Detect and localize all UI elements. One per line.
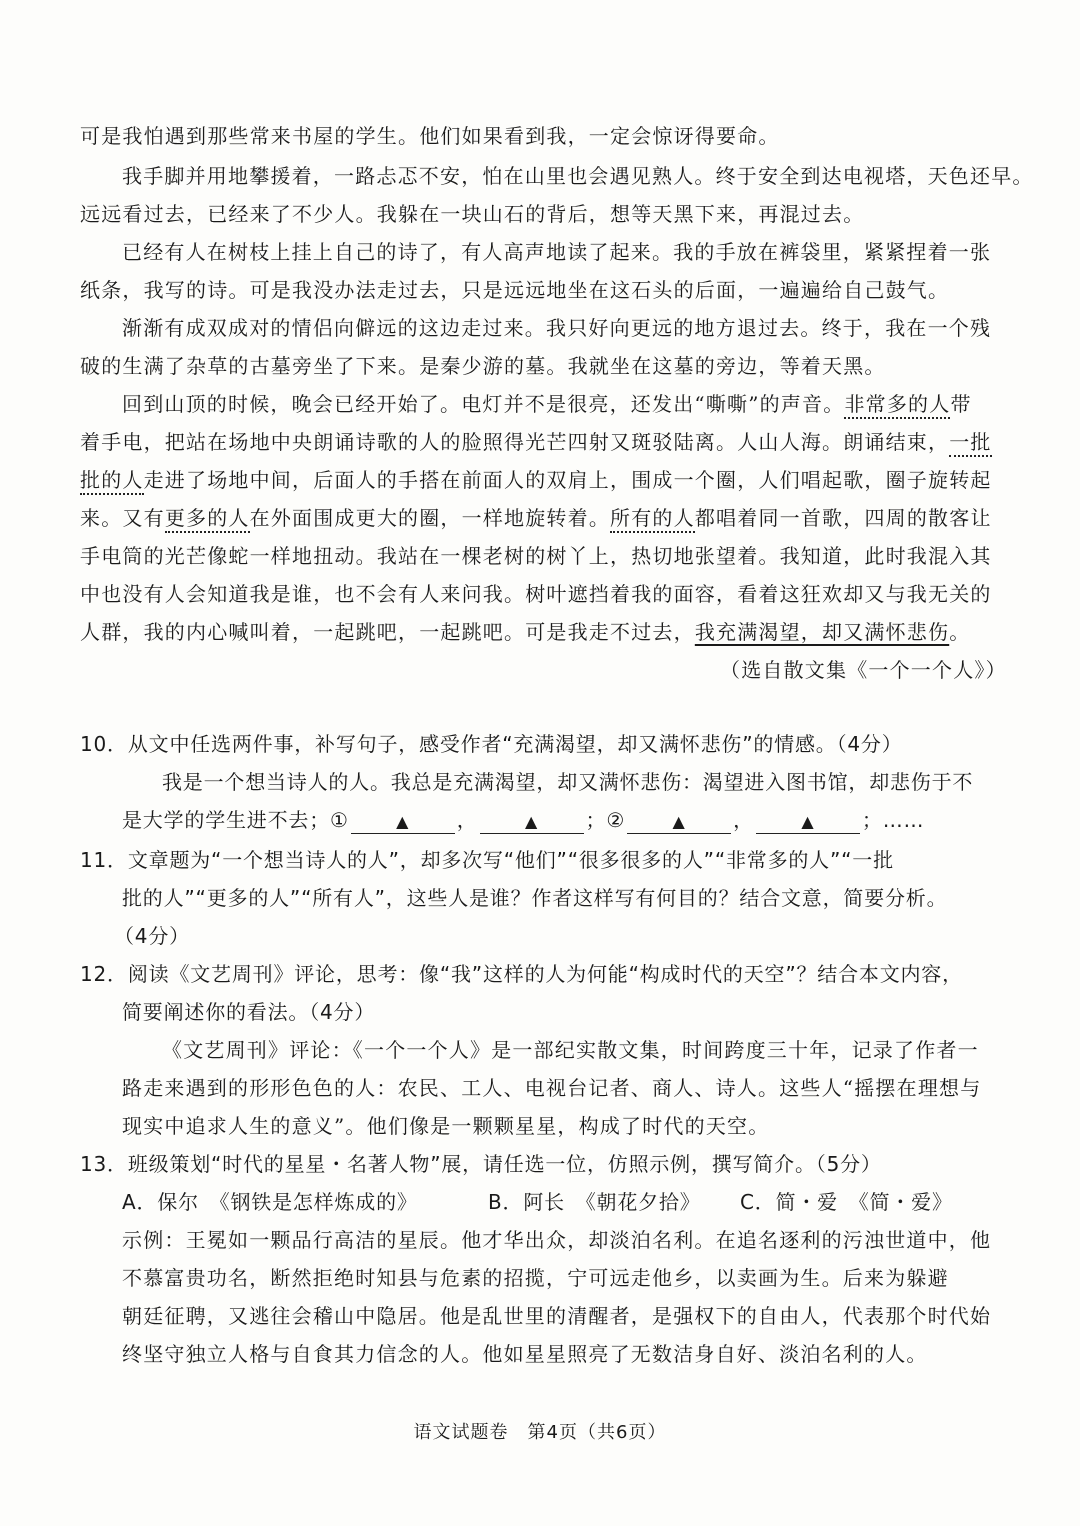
quote-text: 《文艺周刊》评论：《一个一个人》是一部纪实散文集，时间跨度三十年，记录了作者一 <box>162 1038 979 1062</box>
passage-line: 中也没有人会知道我是谁，也不会有人来问我。树叶遮挡着我的面容，看着这狂欢却又与我无关的 <box>80 582 992 606</box>
passage-source: （选自散文集《一个一个人》） <box>720 658 1007 682</box>
text-span: 来。又有 <box>80 506 165 530</box>
quote-text: 现实中追求人生的意义”。他们像是一颗颗星星，构成了时代的天空。 <box>122 1114 770 1138</box>
passage-line <box>122 390 972 418</box>
example-text: 朝廷征聘，又逃往会稽山中隐居。他是乱世里的清醒者，是强权下的自由人，代表那个时代始 <box>122 1304 992 1328</box>
text-span: ， <box>456 808 478 832</box>
passage-line <box>80 504 992 532</box>
emphasis-dots: 一批 <box>949 430 991 457</box>
passage-line: 已经有人在树枝上挂上自己的诗了，有人高声地读了起来。我的手放在裤袋里，紧紧捏着一张 <box>122 240 992 264</box>
answer-blank[interactable]: ▲ <box>627 811 731 834</box>
passage-line: 我手脚并用地攀援着，一路忐忑不安，怕在山里也会遇见熟人。终于安全到达电视塔，天色还早。 <box>122 164 1034 188</box>
example-text: 终坚守独立人格与自食其力信念的人。他如星星照亮了无数洁身自好、淡泊名利的人。 <box>122 1342 928 1366</box>
passage-line <box>80 428 992 456</box>
question-stem: 13．班级策划“时代的星星・名著人物”展，请任选一位，仿照示例，撰写简介。（5分） <box>80 1152 882 1176</box>
question-text: 简要阐述你的看法。（4分） <box>122 1000 376 1024</box>
example-text: 不慕富贵功名，断然拒绝时知县与危素的招揽，宁可远走他乡，以卖画为生。后来为躲避 <box>122 1266 949 1290</box>
example-text: 示例：王冕如一颗品行高洁的星辰。他才华出众，却淡泊名利。在追名逐利的污浊世道中，他 <box>122 1228 992 1252</box>
text-span: 人群，我的内心喊叫着，一起跳吧，一起跳吧。可是我走不过去， <box>80 620 695 644</box>
passage-line: 破的生满了杂草的古墓旁坐了下来。是秦少游的墓。我就坐在这墓的旁边，等着天黑。 <box>80 354 886 378</box>
emphasis-dots: 批的人 <box>80 468 144 495</box>
answer-line <box>122 806 924 834</box>
text-span: 带 <box>950 392 972 416</box>
underlined-sentence: 我充满渴望，却又满怀悲伤 <box>694 620 950 644</box>
page-footer: 语文试题卷 第4页（共6页） <box>413 1422 667 1443</box>
passage-line: 渐渐有成双成对的情侣向僻远的这边走过来。我只好向更远的地方退过去。终于，我在一个残 <box>122 316 992 340</box>
option-a: A．保尔 《钢铁是怎样炼成的》 <box>122 1190 418 1214</box>
question-stem: 11．文章题为“一个想当诗人的人”，却多次写“他们”“很多很多的人”“非常多的人”“一批 <box>80 848 894 872</box>
passage-line: 纸条，我写的诗。可是我没办法走过去，只是远远地坐在这石头的后面，一遍遍给自己鼓气。 <box>80 278 950 302</box>
question-stem: 12．阅读《文艺周刊》评论，思考：像“我”这样的人为何能“构成时代的天空”？结合本文内容， <box>80 962 963 986</box>
question-text: 我是一个想当诗人的人。我总是充满渴望，却又满怀悲伤：渴望进入图书馆，却悲伤于不 <box>162 770 974 794</box>
passage-line <box>80 618 970 646</box>
passage-line <box>80 466 992 494</box>
quote-text: 路走来遇到的形形色色的人：农民、工人、电视台记者、商人、诗人。这些人“摇摆在理想与 <box>122 1076 982 1100</box>
text-span: ；…… <box>861 808 925 832</box>
answer-blank[interactable]: ▲ <box>756 811 860 834</box>
text-span: ， <box>733 808 754 832</box>
text-span: 回到山顶的时候，晚会已经开始了。电灯并不是很亮，还发出“嘶嘶”的声音。 <box>122 392 845 416</box>
emphasis-dots: 所有的人 <box>610 506 695 533</box>
answer-blank[interactable]: ▲ <box>480 811 584 834</box>
text-span: 着手电，把站在场地中央朗诵诗歌的人的脸照得光芒四射又斑驳陆离。人山人海。朗诵结束， <box>80 430 950 454</box>
text-span: 在外面围成更大的圈，一样地旋转着。 <box>249 506 611 530</box>
answer-blank[interactable]: ▲ <box>351 811 455 834</box>
text-span: 。 <box>949 620 971 644</box>
question-text: 批的人”“更多的人”“所有人”，这些人是谁？作者这样写有何目的？结合文意，简要分析。 <box>122 886 948 910</box>
option-c: C．简・爱 《简・爱》 <box>740 1190 953 1214</box>
passage-line: 手电筒的光芒像蛇一样地扭动。我站在一棵老树的树丫上，热切地张望着。我知道，此时我混入其 <box>80 544 992 568</box>
text-span: 都唱着同一首歌，四周的散客让 <box>694 506 992 530</box>
question-stem: 10．从文中任选两件事，补写句子，感受作者“充满渴望，却又满怀悲伤”的情感。（4分） <box>80 732 903 756</box>
question-score: （4分） <box>114 924 190 948</box>
emphasis-dots: 更多的人 <box>165 506 250 533</box>
text-span: 是大学的学生进不去；① <box>122 808 349 832</box>
emphasis-dots: 非常多的人 <box>844 392 950 419</box>
text-span: ；② <box>585 808 626 832</box>
passage-line: 远远看过去，已经来了不少人。我躲在一块山石的背后，想等天黑下来，再混过去。 <box>80 202 865 226</box>
text-span: 走进了场地中间，后面人的手搭在前面人的双肩上，围成一个圈，人们唱起歌，圈子旋转起 <box>143 468 992 492</box>
passage-line: 可是我怕遇到那些常来书屋的学生。他们如果看到我，一定会惊讶得要命。 <box>80 124 780 148</box>
option-b: B．阿长 《朝花夕拾》 <box>488 1190 701 1214</box>
